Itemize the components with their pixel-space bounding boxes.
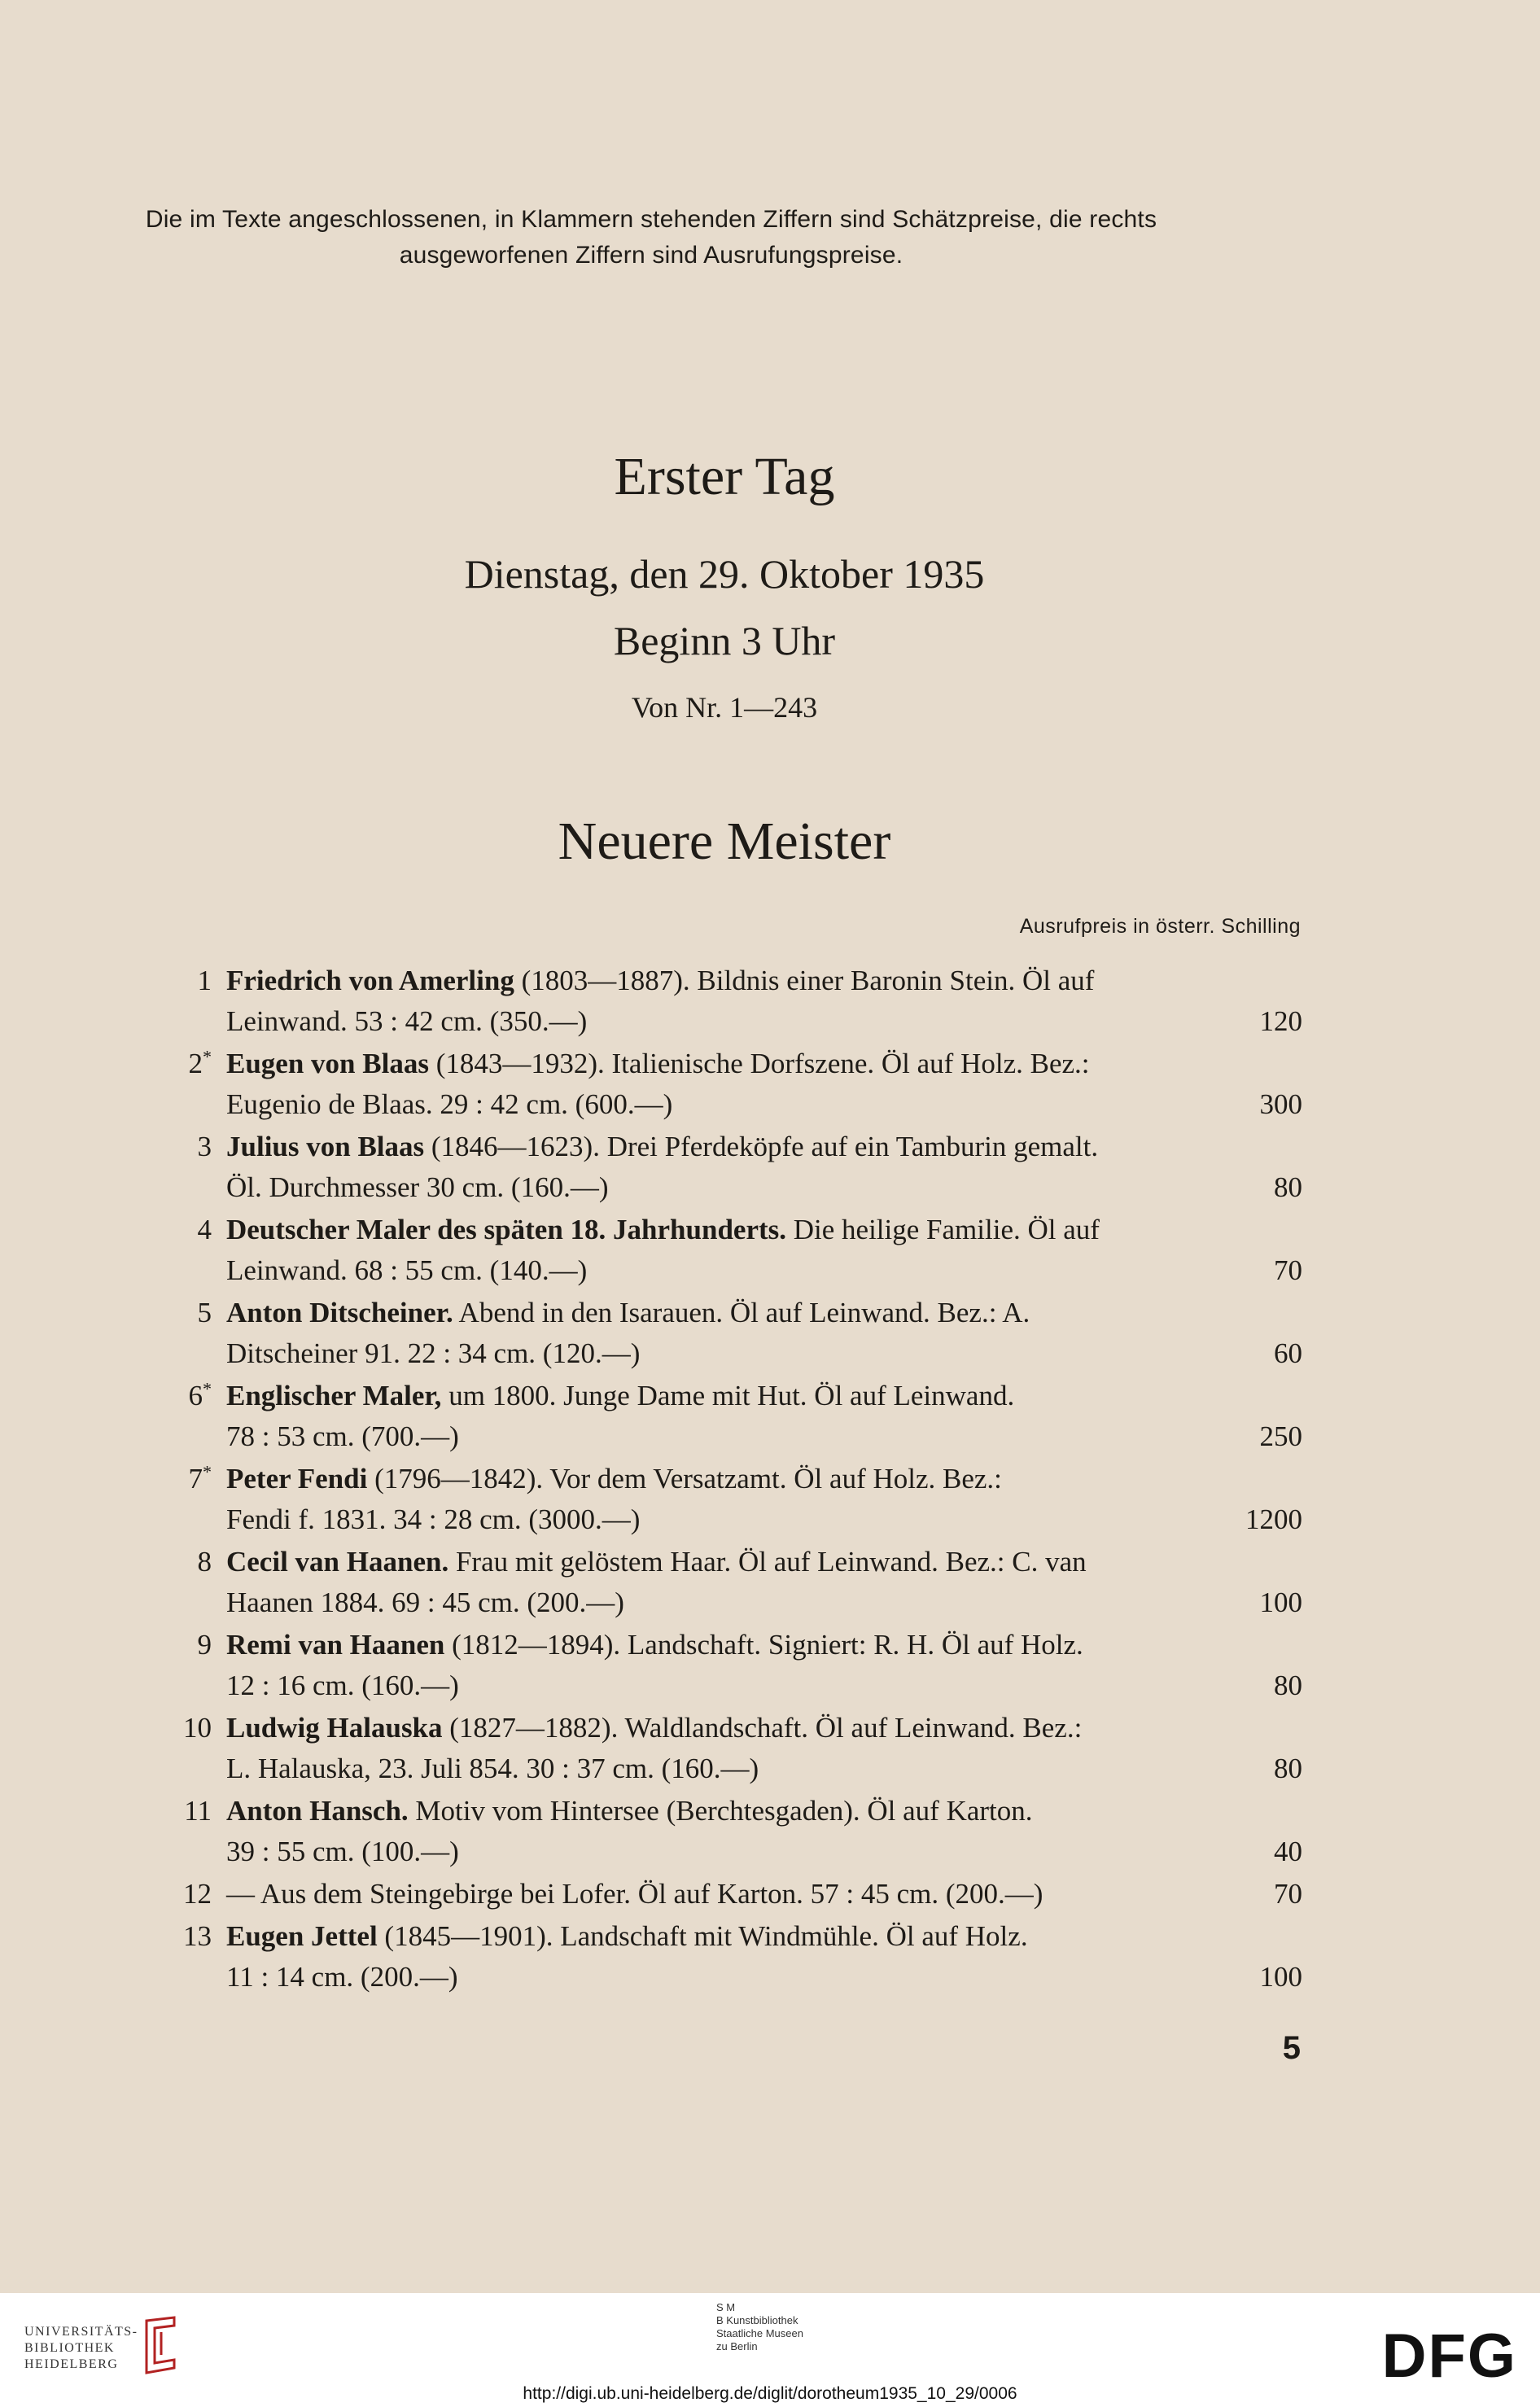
artist-name: Friedrich von Amerling <box>226 965 514 996</box>
starting-price: 250 <box>1259 1420 1302 1452</box>
section-title: Neuere Meister <box>558 812 891 871</box>
lot-range: Von Nr. 1—243 <box>631 691 818 724</box>
lot-description <box>226 1376 1302 1457</box>
lot-entry <box>155 1293 1302 1374</box>
lot-line-2: 78 : 53 cm. (700.—) <box>226 1420 459 1452</box>
lot-text: um 1800. Junge Dame mit Hut. Öl auf Leinwand. <box>441 1380 1015 1411</box>
auction-date: Dienstag, den 29. Oktober 1935 <box>464 551 985 597</box>
lot-line-2: L. Halauska, 23. Juli 854. 30 : 37 cm. (160.—) <box>226 1753 759 1784</box>
stamp-line-1: S M <box>716 2301 736 2313</box>
lot-entry <box>155 961 1302 1042</box>
lot-text: (1827—1882). Waldlandschaft. Öl auf Leinwand. Bez.: <box>442 1712 1083 1744</box>
starting-price: 120 <box>1259 1005 1302 1037</box>
artist-name: Cecil van Haanen. <box>226 1546 449 1578</box>
artist-name: Englischer Maler, <box>226 1380 442 1411</box>
lot-number <box>155 1791 212 1832</box>
dfg-logo: DFG <box>1381 2322 1517 2391</box>
lot-description <box>226 1293 1302 1374</box>
lot-description <box>226 1044 1302 1125</box>
lot-line-1 <box>226 1878 1043 1910</box>
lot-list <box>155 961 1302 1999</box>
library-name-line-2: BIBLIOTHEK <box>24 2341 115 2355</box>
starting-price: 80 <box>1274 1670 1302 1701</box>
artist-name: Peter Fendi <box>226 1463 368 1495</box>
lot-line-2: Ditscheiner 91. 22 : 34 cm. (120.—) <box>226 1337 641 1369</box>
artist-name: Anton Hansch. <box>226 1795 409 1827</box>
lot-number <box>155 1916 212 1957</box>
starting-price: 300 <box>1259 1088 1302 1120</box>
lot-number <box>155 1210 212 1250</box>
lot-number-value: 3 <box>197 1131 212 1162</box>
artist-name: Julius von Blaas <box>226 1131 425 1162</box>
artist-name: Remi van Haanen <box>226 1629 445 1661</box>
lot-description <box>226 1708 1302 1789</box>
starting-price: 100 <box>1259 1586 1302 1618</box>
lot-line-1 <box>226 1214 1100 1245</box>
starting-price: 100 <box>1259 1961 1302 1993</box>
lot-line-1 <box>226 1131 1098 1162</box>
lot-number <box>155 1625 212 1665</box>
lot-line-2: Haanen 1884. 69 : 45 cm. (200.—) <box>226 1586 624 1618</box>
starting-price: 70 <box>1274 1254 1302 1286</box>
lot-line-1 <box>226 1629 1083 1661</box>
lot-entry <box>155 1874 1302 1915</box>
digitization-footer <box>0 2293 1540 2407</box>
intro-line-2: ausgeworfenen Ziffern sind Ausrufungspreise. <box>399 242 903 269</box>
lot-line-2: Öl. Durchmesser 30 cm. (160.—) <box>226 1171 609 1203</box>
lot-number-value: 11 <box>184 1795 212 1827</box>
lot-entry <box>155 1625 1302 1706</box>
lot-text: (1803—1887). Bildnis einer Baronin Stein. Öl auf <box>514 965 1095 996</box>
artist-name: Anton Ditscheiner. <box>226 1297 453 1328</box>
lot-number-value: 13 <box>183 1920 212 1952</box>
lot-entry <box>155 1459 1302 1540</box>
lot-number <box>155 1376 212 1416</box>
stamp-line-4: zu Berlin <box>716 2340 758 2352</box>
lot-line-1 <box>226 1048 1090 1079</box>
lot-description <box>226 1625 1302 1706</box>
lot-number <box>155 1708 212 1748</box>
lot-text: Motiv vom Hintersee (Berchtesgaden). Öl auf Karton. <box>408 1795 1033 1827</box>
start-time: Beginn 3 Uhr <box>613 618 836 663</box>
lot-text: (1845—1901). Landschaft mit Windmühle. Öl auf Holz. <box>377 1920 1028 1952</box>
lot-line-2: 39 : 55 cm. (100.—) <box>226 1836 459 1867</box>
lot-line-1 <box>226 1712 1082 1744</box>
lot-line-2: 12 : 16 cm. (160.—) <box>226 1670 459 1701</box>
lot-entry <box>155 1210 1302 1291</box>
permalink[interactable]: http://digi.ub.uni-heidelberg.de/diglit/dorotheum1935_10_29/0006 <box>523 2384 1017 2403</box>
lot-description <box>226 1459 1302 1540</box>
lot-text: (1812—1894). Landschaft. Signiert: R. H. Öl auf Holz. <box>444 1629 1083 1661</box>
lot-description <box>226 1916 1302 1998</box>
intro-note <box>122 202 1180 274</box>
lot-number <box>155 1044 212 1084</box>
lot-description <box>226 1210 1302 1291</box>
lot-description <box>226 1791 1302 1872</box>
lot-entry <box>155 1127 1302 1208</box>
lot-description <box>226 1127 1302 1208</box>
lot-description <box>226 1874 1205 1915</box>
lot-entry <box>155 1044 1302 1125</box>
lot-entry <box>155 1376 1302 1457</box>
artist-name: Ludwig Halauska <box>226 1712 443 1744</box>
artist-name: Eugen Jettel <box>226 1920 378 1952</box>
lot-entry <box>155 1708 1302 1789</box>
lot-number-value: 8 <box>197 1546 212 1578</box>
artist-name: Eugen von Blaas <box>226 1048 429 1079</box>
starting-price: 1200 <box>1245 1503 1302 1535</box>
library-name <box>24 2324 138 2373</box>
starting-price: 70 <box>1274 1878 1302 1910</box>
reproduced-marker: * <box>203 1046 212 1067</box>
lot-entry <box>155 1916 1302 1998</box>
lot-number-value: 12 <box>183 1878 212 1910</box>
lot-line-1 <box>226 1297 1030 1328</box>
stamp-line-2: B Kunstbibliothek <box>716 2314 798 2326</box>
starting-price: 80 <box>1274 1753 1302 1784</box>
lot-number-value: 10 <box>183 1712 212 1744</box>
lot-entry <box>155 1542 1302 1623</box>
lot-line-1 <box>226 965 1094 996</box>
reproduced-marker: * <box>203 1378 212 1399</box>
lot-number <box>155 1459 212 1499</box>
lot-entry <box>155 1791 1302 1872</box>
stamp-line-3: Staatliche Museen <box>716 2327 803 2339</box>
lot-number-value: 7 <box>188 1463 203 1495</box>
lot-number-value: 4 <box>197 1214 212 1245</box>
lot-number <box>155 1542 212 1582</box>
starting-price: 80 <box>1274 1171 1302 1203</box>
lot-line-1 <box>226 1546 1087 1578</box>
library-logo-icon <box>138 2314 187 2376</box>
lot-number <box>155 1874 212 1915</box>
lot-number <box>155 1293 212 1333</box>
lot-line-1 <box>226 1795 1033 1827</box>
lot-line-2: Eugenio de Blaas. 29 : 42 cm. (600.—) <box>226 1088 673 1120</box>
page-number: 5 <box>1282 2030 1301 2066</box>
lot-line-2: 11 : 14 cm. (200.—) <box>226 1961 458 1993</box>
lot-text: Frau mit gelöstem Haar. Öl auf Leinwand. Bez.: C. van <box>448 1546 1087 1578</box>
lot-number-value: 6 <box>188 1380 203 1411</box>
lot-number <box>155 1127 212 1167</box>
lot-text: Abend in den Isarauen. Öl auf Leinwand. Bez.: A. <box>453 1297 1030 1328</box>
library-name-line-1: UNIVERSITÄTS- <box>24 2325 138 2339</box>
lot-text: (1846—1623). Drei Pferdeköpfe auf ein Tamburin gemalt. <box>424 1131 1099 1162</box>
lot-line-1 <box>226 1920 1028 1952</box>
library-name-line-3: HEIDELBERG <box>24 2357 119 2371</box>
currency-note: Ausrufpreis in österr. Schilling <box>1019 915 1301 938</box>
lot-text: — Aus dem Steingebirge bei Lofer. Öl auf Karton. 57 : 45 cm. (200.—) <box>226 1878 1043 1910</box>
lot-text: Die heilige Familie. Öl auf <box>786 1214 1100 1245</box>
lot-text: (1843—1932). Italienische Dorfszene. Öl auf Holz. Bez.: <box>428 1048 1090 1079</box>
lot-line-1 <box>226 1463 1002 1495</box>
lot-description <box>226 961 1302 1042</box>
lot-number <box>155 961 212 1001</box>
artist-name: Deutscher Maler des späten 18. Jahrhunderts. <box>226 1214 787 1245</box>
starting-price: 60 <box>1274 1337 1302 1369</box>
day-title: Erster Tag <box>614 447 835 506</box>
lot-line-2: Leinwand. 68 : 55 cm. (140.—) <box>226 1254 588 1286</box>
lot-line-2: Fendi f. 1831. 34 : 28 cm. (3000.—) <box>226 1503 641 1535</box>
lot-number-value: 2 <box>188 1048 203 1079</box>
intro-line-1: Die im Texte angeschlossenen, in Klammern stehenden Ziffern sind Schätzpreise, die rechts <box>145 206 1157 233</box>
lot-description <box>226 1542 1302 1623</box>
lot-line-2: Leinwand. 53 : 42 cm. (350.—) <box>226 1005 588 1037</box>
reproduced-marker: * <box>203 1461 212 1482</box>
starting-price: 40 <box>1274 1836 1302 1867</box>
lot-line-1 <box>226 1380 1014 1411</box>
museum-stamp <box>716 2301 879 2353</box>
lot-text: (1796—1842). Vor dem Versatzamt. Öl auf Holz. Bez.: <box>367 1463 1002 1495</box>
lot-number-value: 5 <box>197 1297 212 1328</box>
lot-number-value: 9 <box>197 1629 212 1661</box>
lot-number-value: 1 <box>197 965 212 996</box>
